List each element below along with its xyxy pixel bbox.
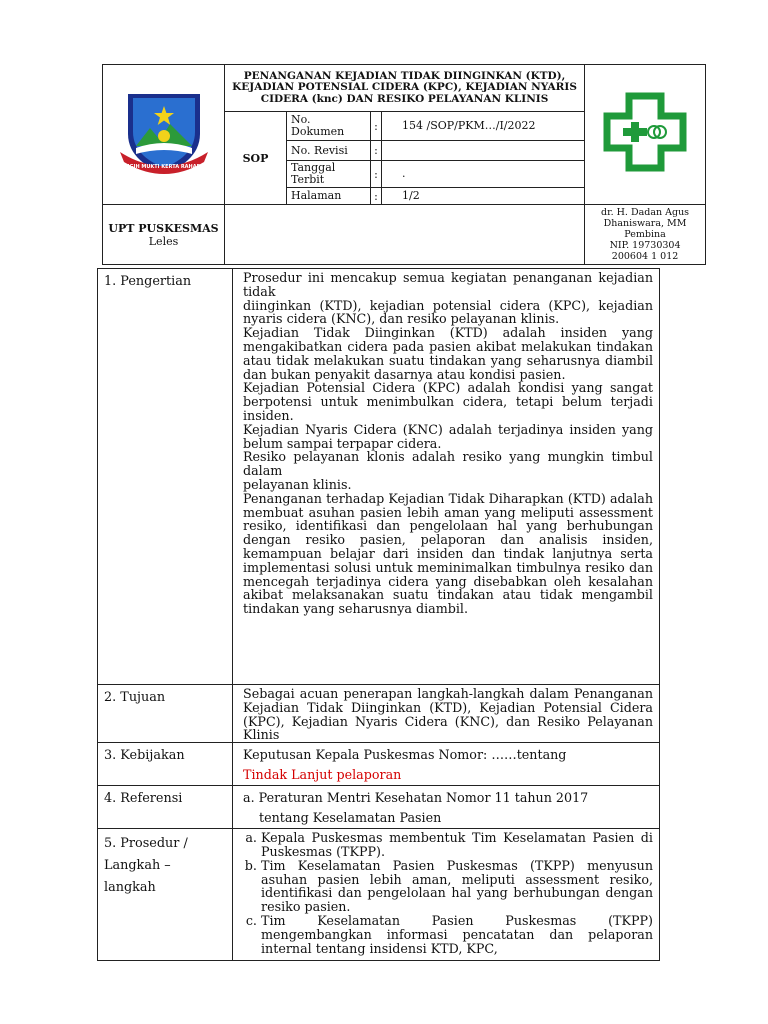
reference-line-cont: tentang Keselamatan Pasien (259, 810, 442, 826)
policy-line: Keputusan Kepala Puskesmas Nomor: ……tentang (243, 747, 567, 763)
list-item: b. Tim Keselamatan Pasien Puskesmas (TKPP) menyusun asuhan pasien lebih aman, meliputi assessment resiko, identifikasi dan pengelolaan hal yang berhubungan dengan resiko pasien. (261, 859, 653, 914)
section-label: 5. Prosedur / (104, 836, 188, 852)
reference-line: a. Peraturan Mentri Kesehatan Nomor 11 tahun 2017 (243, 790, 589, 806)
sop-header (102, 64, 706, 265)
field-label: Halaman (287, 188, 371, 205)
sop-title: PENANGANAN KEJADIAN TIDAK DIINGINKAN (KTD), KEJADIAN POTENSIAL CIDERA (KPC), KEJADIAN NYARIS CIDERA (knc) DAN RESIKO PELAYANAN KLINIS (225, 65, 585, 112)
puskesmas-logo (599, 88, 691, 178)
pengertian-content (233, 269, 660, 685)
paragraph: Kejadian Nyaris Cidera (KNC) adalah terjadinya insiden yang belum sampai terpapar cidera. (243, 421, 653, 451)
list-item: a. Kepala Puskesmas membentuk Tim Keselamatan Pasien di Puskesmas (TKPP). (261, 831, 653, 859)
document-number: 154 /SOP/PKM…/I/2022 (382, 112, 585, 141)
prosedur-content (233, 829, 660, 961)
regency-logo-cell (103, 65, 225, 205)
signatory (585, 205, 706, 265)
section-label: 4. Referensi (98, 786, 233, 829)
garut-regency-logo (114, 88, 214, 178)
sop-label: SOP (225, 112, 287, 205)
referensi-content (233, 786, 660, 829)
paragraph: diinginkan (KTD), kejadian potensial cidera (KPC), kejadian nyaris cidera (KNC), dan resiko pelayanan klinis. (243, 297, 653, 327)
field-label: Tanggal Terbit (287, 161, 371, 188)
field-label: No. Revisi (287, 141, 371, 161)
signatory-name: dr. H. Dadan Agus Dhaniswara, MM (601, 207, 690, 229)
section-label: Langkah – (104, 858, 171, 874)
issue-date: . (382, 161, 585, 188)
svg-text:SUGIH MUKTI KERTA RAHARJA: SUGIH MUKTI KERTA RAHARJA (121, 163, 206, 170)
organization (103, 205, 225, 265)
paragraph: Penanganan terhadap Kejadian Tidak Diharapkan (KTD) adalah membuat asuhan pasien lebih aman yang meliputi assessment resiko, identifikasi dan pengelolaan hal yang berhubungan dengan resiko pasien, pelaporan dan analisis insiden, kemampuan belajar dari insiden dan tindak lanjutnya serta implementasi solusi untuk meminimalkan timbulnya resiko dan mencegah terjadinya cidera yang disebabkan oleh kesalahan akibat melaksanakan suatu tindakan atau tidak mengambil tindakan yang seharusnya diambil. (243, 490, 653, 617)
procedure-list (239, 831, 653, 955)
section-label-group (98, 829, 233, 961)
sop-body (97, 268, 660, 961)
colon: : (371, 112, 382, 141)
tujuan-content: Sebagai acuan penerapan langkah-langkah dalam Penanganan Kejadian Tidak Diinginkan (KTD), Kejadian Potensial Cidera (KPC), Kejadian Nyaris Cidera (KNC), dan Resiko Pelayanan Klinis (233, 685, 660, 743)
blank-cell (225, 205, 585, 265)
signatory-rank: Pembina (624, 229, 666, 240)
paragraph: Prosedur ini mencakup semua kegiatan penanganan kejadian tidak (243, 270, 653, 299)
paragraph: Kejadian Potensial Cidera (KPC) adalah kondisi yang sangat berpotensi untuk menimbulkan cidera, tetapi belum terjadi insiden. (243, 380, 653, 423)
colon: : (371, 141, 382, 161)
revision-number (382, 141, 585, 161)
signatory-nip: NIP. 19730304 (609, 240, 681, 251)
section-label: 2. Tujuan (98, 685, 233, 743)
section-label: langkah (104, 880, 156, 896)
page-number: 1/2 (382, 188, 585, 205)
paragraph: Kejadian Tidak Diinginkan (KTD) adalah insiden yang mengakibatkan cidera pada pasien akibat melakukan tindakan atau tidak melakukan suatu tindakan yang seharusnya diambil dan bukan penyakit dasarnya atau kondisi pasien. (243, 325, 653, 382)
policy-line-highlight: Tindak Lanjut pelaporan (243, 767, 402, 783)
list-item: c. Tim Keselamatan Pasien Puskesmas (TKPP) mengembangkan informasi pencatatan dan pelaporan internal tentang insidensi KTD, KPC, (261, 914, 653, 955)
paragraph: Resiko pelayanan klonis adalah resiko yang mungkin timbul dalam (243, 449, 653, 479)
puskesmas-logo-cell (585, 65, 706, 205)
field-label: No. Dokumen (287, 112, 371, 141)
kebijakan-content (233, 743, 660, 786)
colon: : (371, 161, 382, 188)
colon: : (371, 188, 382, 205)
section-label: 3. Kebijakan (98, 743, 233, 786)
org-name: UPT PUSKESMAS (108, 221, 219, 235)
paragraph: pelayanan klinis. (243, 476, 352, 492)
section-label: 1. Pengertian (98, 269, 233, 685)
signatory-nip-cont: 200604 1 012 (611, 251, 679, 262)
org-location: Leles (148, 234, 179, 248)
